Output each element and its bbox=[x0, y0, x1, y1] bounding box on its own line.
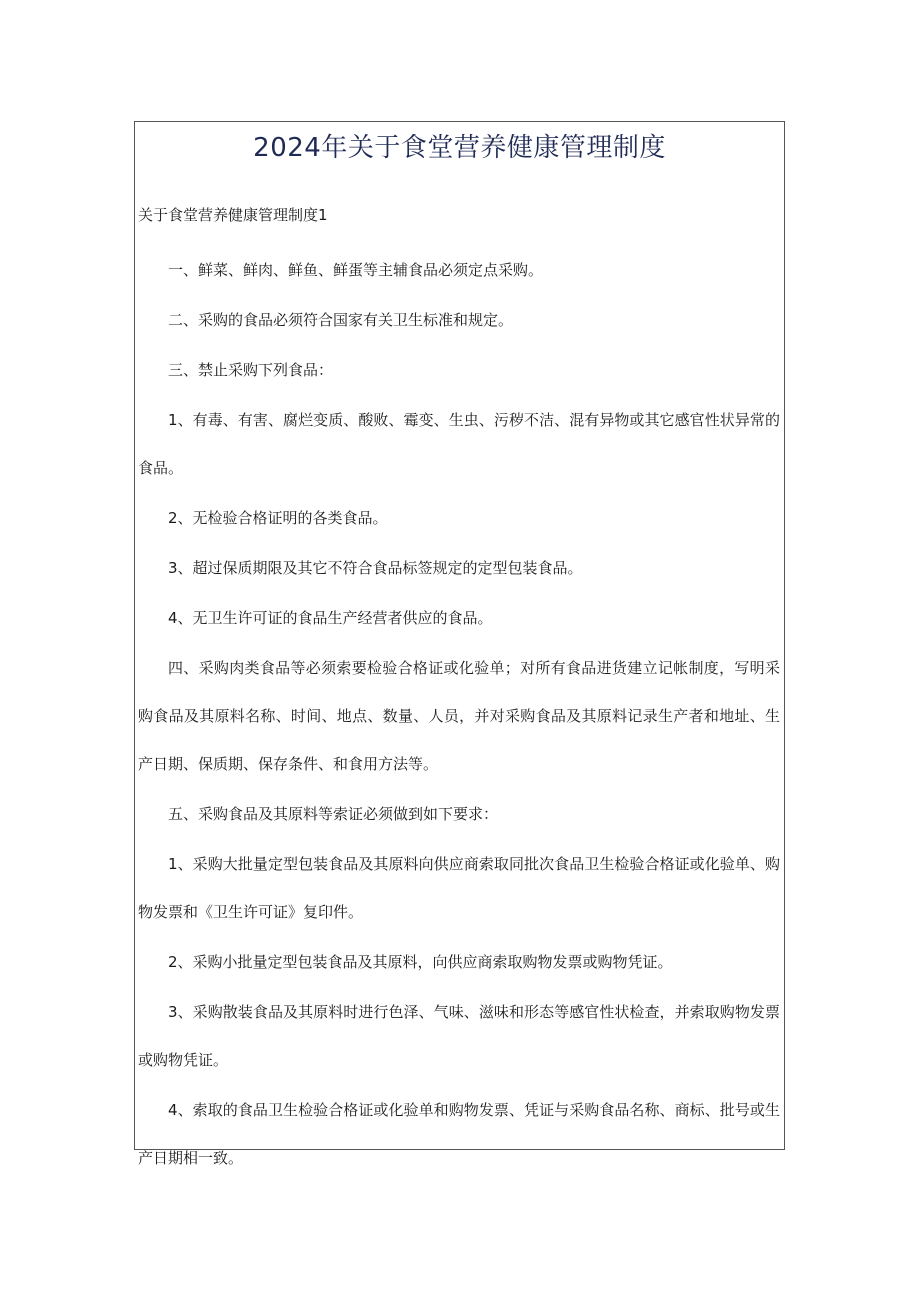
paragraph-3: 三、禁止采购下列食品： bbox=[168, 361, 334, 379]
paragraph-2: 二、采购的食品必须符合国家有关卫生标准和规定。 bbox=[168, 311, 514, 329]
paragraph-8: 四、采购肉类食品等必须索要检验合格证或化验单；对所有食品进货建立记帐制度，写明采购食品及其原料名称、时间、地点、数量、人员，并对采购食品及其原料记录生产者和地址、生产日期、保质期、保存条件、和食用方法等。 bbox=[138, 659, 780, 773]
paragraph-9: 五、采购食品及其原料等索证必须做到如下要求： bbox=[168, 805, 499, 823]
document-page bbox=[134, 121, 785, 1167]
document-title: 2024年关于食堂营养健康管理制度 bbox=[253, 133, 666, 163]
paragraph-7: 4、无卫生许可证的食品生产经营者供应的食品。 bbox=[168, 609, 493, 627]
paragraph-13: 4、索取的食品卫生检验合格证或化验单和购物发票、凭证与采购食品名称、商标、批号或生产日期相一致。 bbox=[138, 1101, 780, 1167]
document-body bbox=[138, 246, 780, 1184]
paragraph-6: 3、超过保质期限及其它不符合食品标签规定的定型包装食品。 bbox=[168, 559, 583, 577]
paragraph-12: 3、采购散装食品及其原料时进行色泽、气味、滋味和形态等感官性状检查，并索取购物发票或购物凭证。 bbox=[138, 1003, 780, 1069]
paragraph-4: 1、有毒、有害、腐烂变质、酸败、霉变、生虫、污秽不洁、混有异物或其它感官性状异常的食品。 bbox=[138, 411, 780, 477]
paragraph-1: 一、鲜菜、鲜肉、鲜鱼、鲜蛋等主辅食品必须定点采购。 bbox=[168, 261, 544, 279]
paragraph-11: 2、采购小批量定型包装食品及其原料，向供应商索取购物发票或购物凭证。 bbox=[168, 953, 673, 971]
paragraph-5: 2、无检验合格证明的各类食品。 bbox=[168, 509, 388, 527]
paragraph-10: 1、采购大批量定型包装食品及其原料向供应商索取同批次食品卫生检验合格证或化验单、购物发票和《卫生许可证》复印件。 bbox=[138, 855, 780, 921]
section-heading: 关于食堂营养健康管理制度1 bbox=[138, 206, 328, 224]
